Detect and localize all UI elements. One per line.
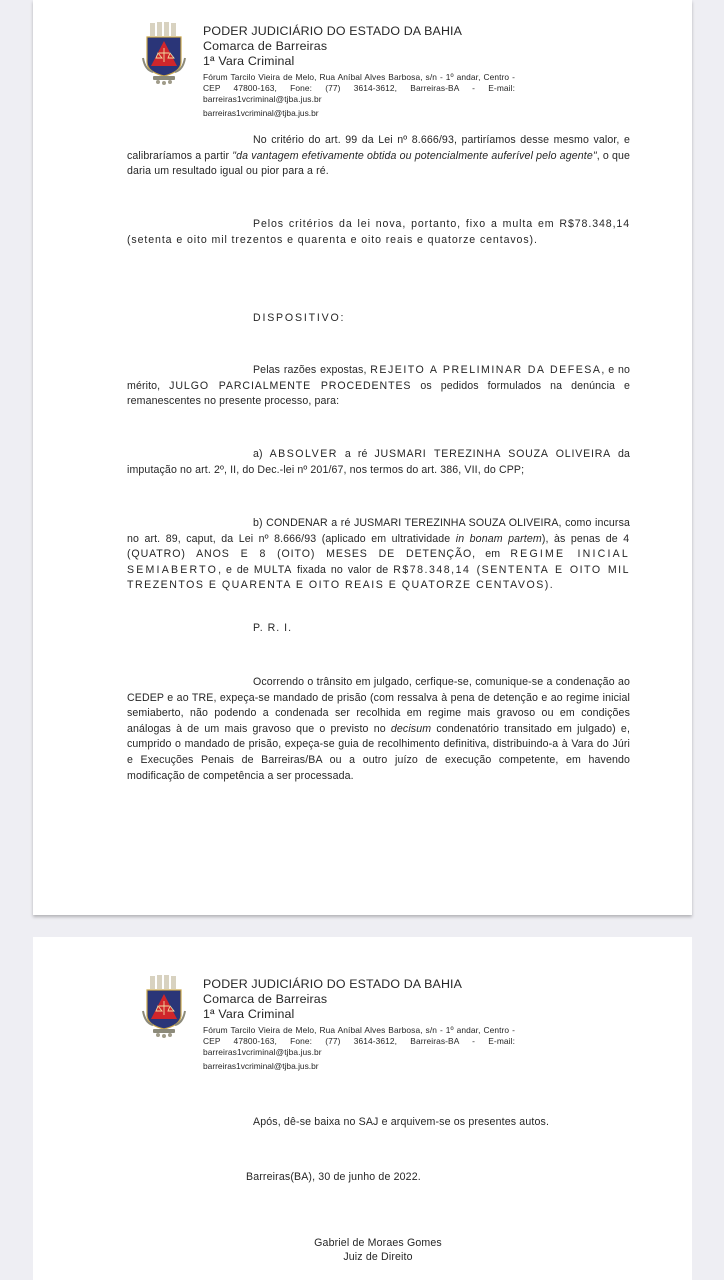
paragraph-text: . xyxy=(549,579,553,592)
paragraph-text: a ré xyxy=(337,448,375,460)
judge-title: Juiz de Direito xyxy=(343,1250,413,1263)
sentence-term: 4 (QUATRO) ANOS E 8 (OITO) MESES DE DETENÇÃO xyxy=(127,532,630,561)
legal-quote: "da vantagem efetivamente obtida ou potencialmente auferível pelo agente" xyxy=(232,149,597,162)
paragraph-fine-amount xyxy=(127,217,630,248)
letterhead-court: PODER JUDICIÁRIO DO ESTADO DA BAHIA xyxy=(203,24,463,38)
defendant-name: JUSMARI TEREZINHA SOUZA OLIVEIRA xyxy=(374,448,612,460)
letterhead-address: Fórum Tarcilo Vieira de Melo, Rua Aníbal Alves Barbosa, s/n - 1º andar, Centro - CEP 47800-163, Fone: (77) 3614-3612, Barreiras-BA - E-mail: barreiras1vcriminal@tjba.jus.br xyxy=(203,1025,515,1057)
paragraph-text: da imputação no art. 2º, II, do Dec.-lei nº 201/67, nos termos do art. 386, VII, do CPP; xyxy=(127,448,630,476)
coat-of-arms-bahia-icon xyxy=(141,975,187,1039)
letterhead-comarca: Comarca de Barreiras xyxy=(203,39,328,53)
document-page-1 xyxy=(33,0,692,915)
latin-term: decisum xyxy=(390,722,432,735)
paragraph-text: fixada no valor de xyxy=(292,563,394,576)
paragraph-text: , em xyxy=(472,548,511,561)
paragraph-text: condenatório transitado em julgado) e, cumprido o mandado de prisão, expeça-se guia de recolhimento definitiva, distribuindo-a à Vara do Júri e Execuções Penais de Barreiras/BA ou a outro juízo de execução competente, em havendo modificação de competência a ser processada. xyxy=(127,722,631,782)
paragraph-rulings xyxy=(127,363,630,410)
judge-name: Gabriel de Moraes Gomes xyxy=(314,1237,442,1249)
paragraph-transito xyxy=(127,675,630,784)
letterhead-email: barreiras1vcriminal@tjba.jus.br xyxy=(203,108,319,118)
judge-signature xyxy=(233,1237,523,1264)
paragraph-text: Pelas razões expostas, xyxy=(253,364,371,376)
letterhead-vara: 1ª Vara Criminal xyxy=(203,1007,295,1021)
letterhead-vara: 1ª Vara Criminal xyxy=(203,54,295,68)
paragraph-text: ), às penas de xyxy=(541,532,624,545)
paragraph-text: os pedidos formulados na denúncia e remanescentes no presente processo, para: xyxy=(127,379,630,408)
ruling-merit: JULGO PARCIALMENTE PROCEDENTES xyxy=(169,379,412,392)
paragraph-text: , o que daria um resultado igual ou pior para a ré. xyxy=(127,149,630,178)
letterhead-email: barreiras1vcriminal@tjba.jus.br xyxy=(203,1061,319,1071)
document-page-2 xyxy=(33,937,692,1280)
paragraph-text: , e de xyxy=(218,563,254,576)
section-heading-dispositivo: DISPOSITIVO: xyxy=(253,312,346,324)
letterhead-comarca: Comarca de Barreiras xyxy=(203,992,328,1006)
paragraph-text: , e no mérito, xyxy=(127,364,630,392)
pri-abbrev: P. R. I. xyxy=(253,622,293,634)
paragraph-condenar xyxy=(127,516,630,594)
sentence-fine-label: MULTA xyxy=(253,563,293,576)
paragraph-art99 xyxy=(127,133,630,180)
item-label: a) xyxy=(253,448,270,460)
sentence-fine-amount: R$78.348,14 (SENTENTA E OITO MIL TREZENTOS E QUARENTA E OITO REAIS E QUATORZE CENTAVOS) xyxy=(127,563,630,592)
latin-term: in bonam partem xyxy=(455,532,542,545)
paragraph-absolver xyxy=(127,447,630,478)
place-and-date: Barreiras(BA), 30 de junho de 2022. xyxy=(246,1171,421,1183)
coat-of-arms-bahia-icon xyxy=(141,22,187,86)
paragraph-text: b) CONDENAR a ré JUSMARI TEREZINHA SOUZA OLIVEIRA, como incursa no art. 89, caput, da Lei nº 8.666/93 (aplicado em ultratividade xyxy=(127,517,630,545)
paragraph-text: Ocorrendo o trânsito em julgado, cerfique-se, comunique-se a condenação ao CEDEP e ao TRE, expeça-se mandado de prisão (com ressalva à pena de detenção e ao regime inicial semiaberto, não podendo a condenada ser recolhida em regime mais gravoso ou em condições análogas à de um mais gravoso que o previsto no xyxy=(127,676,630,735)
letterhead-address: Fórum Tarcilo Vieira de Melo, Rua Aníbal Alves Barbosa, s/n - 1º andar, Centro - CEP 47800-163, Fone: (77) 3614-3612, Barreiras-BA - E-mail: barreiras1vcriminal@tjba.jus.br xyxy=(203,72,515,104)
letterhead-court: PODER JUDICIÁRIO DO ESTADO DA BAHIA xyxy=(203,977,463,991)
ruling-absolve: ABSOLVER xyxy=(269,448,338,460)
paragraph-text: Pelos critérios da lei nova, portanto, fixo a multa em R$78.348,14 (setenta e oito mil trezentos e quarenta e oito reais e quatorze centavos). xyxy=(127,218,630,246)
sentence-regime: REGIME INICIAL SEMIABERTO xyxy=(127,548,630,576)
closing-order: Após, dê-se baixa no SAJ e arquivem-se os presentes autos. xyxy=(253,1116,550,1128)
paragraph-text: No critério do art. 99 da Lei nº 8.666/93, partiríamos desse mesmo valor, e calibraríamos a partir xyxy=(127,134,630,162)
ruling-preliminary: REJEITO A PRELIMINAR DA DEFESA xyxy=(370,364,602,376)
